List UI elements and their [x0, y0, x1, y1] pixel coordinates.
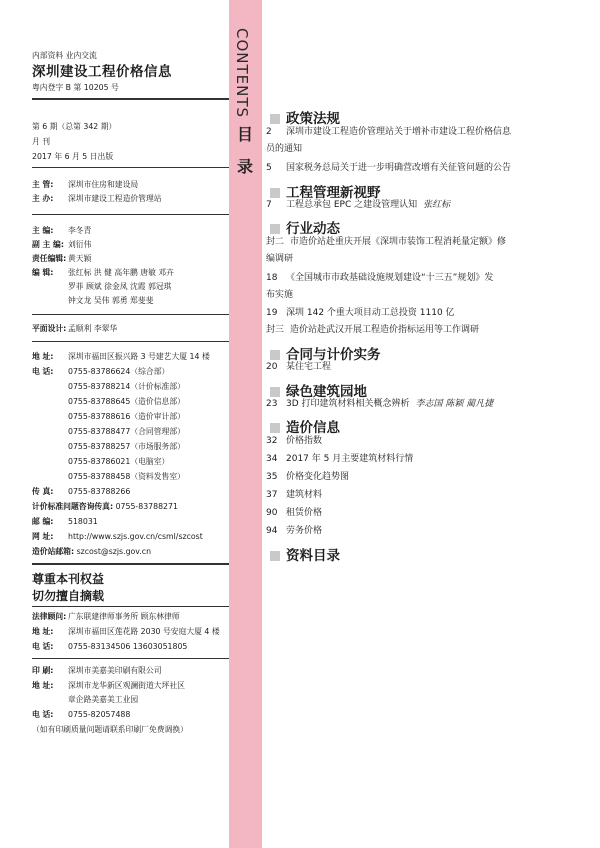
editor-row: 编 辑: 张红标 洪 健 高年鹏 唐敏 邓卉: [32, 268, 174, 277]
phone-row: 0755-83788214（计价标准部）: [68, 382, 185, 391]
sponsor-row: 主 管: 深圳市住房和建设局: [32, 180, 139, 189]
editor-row: 责任编辑: 黄天颖: [32, 254, 92, 263]
toc-item[interactable]: 32 价格指数: [266, 436, 323, 446]
section-bullet-icon: [270, 224, 280, 234]
editor-row: 主 编: 李冬青: [32, 226, 92, 235]
toc-item[interactable]: 封二 市造价站赴重庆开展《深圳市装饰工程消耗量定额》修 编调研: [266, 237, 507, 264]
phone-row: 0755-83786021（电脑室）: [68, 457, 170, 466]
printer-phone-row: 电 话: 0755-82057488: [32, 710, 131, 719]
section-contract: 合同与计价实务: [270, 343, 381, 363]
divider: [32, 314, 232, 315]
legal-counsel-row: 法律顾问: 广东联建律师事务所 顾东林律师: [32, 612, 180, 621]
toc-item[interactable]: 94 劳务价格: [266, 526, 323, 536]
postcode-row: 邮 编: 518031: [32, 517, 98, 526]
fax-row: 传 真: 0755-83788266: [32, 487, 131, 496]
printer-row: 印 刷: 深圳市美嘉美印刷有限公司: [32, 666, 162, 675]
section-catalog[interactable]: 资料目录: [270, 544, 340, 564]
divider: [32, 214, 232, 215]
contents-strip: [229, 0, 262, 848]
hotline-row: 计价标准问题咨询传真: 0755-83788271: [32, 502, 178, 511]
design-row: 平面设计: 孟顺利 李翠华: [32, 324, 118, 333]
toc-item[interactable]: 18 《全国城市市政基础设施规划建设“十三五”规划》发 布实施: [266, 273, 494, 300]
legal-phone-row: 电 话: 0755-83134506 13603051805: [32, 642, 188, 651]
issue-number: 第 6 期（总第 342 期）: [32, 122, 117, 131]
toc-item[interactable]: 5 国家税务总局关于进一步明确营改增有关征管问题的公告: [266, 163, 512, 173]
phone-row: 0755-83788458（资料发售室）: [68, 472, 185, 481]
section-green-building: 绿色建筑园地: [270, 380, 367, 400]
printer-note: （如有印刷质量问题请联系印刷厂免费调换）: [32, 725, 188, 734]
printer-address-row: 地 址: 深圳市龙华新区观澜街道大坪社区: [32, 681, 185, 690]
editor-row: 副 主 编: 刘衍伟: [32, 240, 92, 249]
phone-row: 电 话: 0755-83786624（综合部）: [32, 367, 170, 376]
section-industry: 行业动态: [270, 217, 340, 237]
email-row: 造价站邮箱: szcost@szjs.gov.cn: [32, 547, 152, 556]
toc-item[interactable]: 35 价格变化趋势图: [266, 472, 350, 482]
frequency: 月 刊: [32, 137, 51, 146]
toc-item[interactable]: 20 某住宅工程: [266, 362, 332, 372]
toc-item[interactable]: 封三 造价站赴武汉开展工程造价指标运用等工作调研: [266, 325, 480, 335]
toc-item[interactable]: 2 深圳市建设工程造价管理站关于增补市建设工程价格信息 员的通知: [266, 127, 512, 154]
magazine-name: 深圳建设工程价格信息: [32, 64, 172, 80]
divider: [32, 563, 232, 565]
address-row: 地 址: 深圳市福田区振兴路 3 号建艺大厦 14 楼: [32, 352, 210, 361]
section-policy: 政策法规: [270, 107, 340, 127]
divider: [32, 167, 232, 168]
toc-item[interactable]: 37 建筑材料: [266, 490, 323, 500]
printer-address-row: 章企路美嘉美工业园: [68, 695, 139, 704]
toc-item[interactable]: 90 租赁价格: [266, 508, 323, 518]
slogan-line: 切勿擅自摘载: [32, 589, 105, 603]
email-link[interactable]: szcost@szjs.gov.cn: [76, 547, 152, 556]
phone-row: 0755-83788257（市场服务部）: [68, 442, 185, 451]
divider: [32, 98, 232, 100]
toc-item[interactable]: 7 工程总承包 EPC 之建设管理认知 张红标: [266, 200, 451, 210]
phone-row: 0755-83788645（造价信息部）: [68, 397, 185, 406]
top-note: 内部资料 业内交流: [32, 51, 97, 60]
divider: [32, 606, 232, 607]
legal-address-row: 地 址: 深圳市福田区莲花路 2030 号安庭大厦 4 楼: [32, 627, 220, 636]
toc-item[interactable]: 19 深圳 142 个重大项目动工总投资 1110 亿: [266, 308, 455, 318]
toc-item[interactable]: 34 2017 年 5 月主要建筑材料行情: [266, 454, 414, 464]
section-bullet-icon: [270, 114, 280, 124]
section-cost-info: 造价信息: [270, 416, 340, 436]
phone-row: 0755-83788616（造价审计部）: [68, 412, 185, 421]
toc-heading: 目 录: [236, 125, 253, 176]
divider: [32, 341, 232, 342]
permit-number: 粤内登字 B 第 10205 号: [32, 83, 119, 92]
divider: [32, 658, 232, 659]
section-management: 工程管理新视野: [270, 181, 381, 201]
website-row: 网 址: http://www.szjs.gov.cn/csml/szcost: [32, 532, 203, 541]
publish-date: 2017 年 6 月 5 日出版: [32, 152, 114, 161]
slogan-line: 尊重本刊权益: [32, 572, 105, 586]
phone-row: 0755-83788477（合同管理部）: [68, 427, 185, 436]
sponsor-row: 主 办: 深圳市建设工程造价管理站: [32, 194, 162, 203]
website-link[interactable]: http://www.szjs.gov.cn/csml/szcost: [68, 532, 203, 541]
contents-vertical-title: CONTENTS: [233, 28, 251, 119]
editor-row: 钟文龙 吴伟 郭勇 郑斐斐: [68, 296, 154, 305]
section-bullet-icon: [270, 423, 280, 433]
section-bullet-icon: [270, 551, 280, 561]
toc-item[interactable]: 23 3D 打印建筑材料相关概念辨析 李志国 陈颖 蔺凡捷: [266, 399, 494, 409]
editor-row: 罗菲 顾斌 徐金凤 沈霞 郭冠琪: [68, 282, 172, 291]
